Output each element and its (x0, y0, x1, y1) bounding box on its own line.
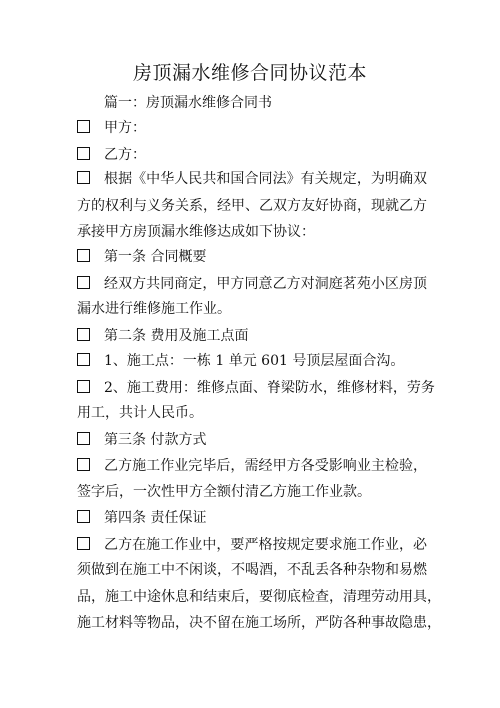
checkbox[interactable] (77, 510, 90, 523)
line-text: 第一条 合同概要 (104, 249, 207, 265)
document-line (77, 274, 427, 294)
checkbox[interactable] (77, 328, 90, 341)
line-text: 用工，共计人民币。 (77, 405, 203, 421)
checkbox[interactable] (77, 537, 90, 550)
line-text: 乙方在施工作业中，要严格按规定要求施工作业，必 (104, 537, 427, 553)
document-line (77, 482, 427, 502)
document-line (77, 403, 427, 423)
checkbox[interactable] (77, 432, 90, 445)
line-text: 须做到在施工中不闲谈，不喝酒，不乱丢各种杂物和易燃 (77, 562, 427, 578)
document-line (77, 430, 427, 450)
document-title: 房顶漏水维修合同协议范本 (132, 62, 367, 84)
line-text: 2、施工费用：维修点面、脊梁防水，维修材料，劳务 (104, 380, 435, 396)
line-text: 乙方： (104, 147, 146, 163)
document-line (77, 196, 427, 216)
checkbox[interactable] (77, 120, 90, 133)
line-text: 漏水进行维修施工作业。 (77, 301, 231, 317)
line-text: 签字后，一次性甲方全额付清乙方施工作业款。 (77, 484, 371, 500)
checkbox[interactable] (77, 353, 90, 366)
document-line (77, 145, 427, 165)
checkbox[interactable] (77, 276, 90, 289)
checkbox[interactable] (77, 249, 90, 262)
document-line (77, 535, 427, 555)
document-line (77, 587, 441, 607)
document-subtitle: 篇一：房顶漏水维修合同书 (104, 95, 272, 111)
document-line (77, 508, 427, 528)
line-text: 乙方施工作业完毕后，需经甲方各受影响业主检验， (104, 458, 427, 474)
document-line (77, 613, 441, 633)
line-text: 承接甲方房顶漏水维修达成如下协议： (77, 224, 315, 240)
checkbox[interactable] (77, 380, 90, 393)
document-line (77, 247, 427, 267)
document-line (77, 560, 427, 580)
checkbox[interactable] (77, 458, 90, 471)
checkbox[interactable] (77, 147, 90, 160)
line-text: 根据《中华人民共和国合同法》有关规定，为明确双 (104, 171, 427, 187)
document-line (77, 326, 427, 346)
line-text: 1、施工点：一栋 1 单元 601 号顶层屋面合沟。 (104, 353, 405, 369)
document-line (77, 378, 435, 398)
document-line (77, 118, 427, 138)
document-line (77, 222, 427, 242)
line-text: 甲方： (104, 120, 146, 136)
line-text: 第三条 付款方式 (104, 432, 207, 448)
line-text: 方的权利与义务关系，经甲、乙双方友好协商，现就乙方 (77, 198, 427, 214)
line-text: 第二条 费用及施工点面 (104, 328, 249, 344)
line-text: 经双方共同商定，甲方同意乙方对洞庭茗苑小区房顶 (104, 276, 427, 292)
document-line (77, 299, 427, 319)
line-text: 品，施工中途休息和结束后，要彻底检查，清理劳动用具， (77, 589, 441, 605)
document-line (77, 351, 427, 371)
document-line (77, 169, 427, 189)
line-text: 第四条 责任保证 (104, 510, 207, 526)
line-text: 施工材料等物品，决不留在施工场所，严防各种事故隐患， (77, 615, 441, 631)
document-line (77, 456, 427, 476)
checkbox[interactable] (77, 171, 90, 184)
